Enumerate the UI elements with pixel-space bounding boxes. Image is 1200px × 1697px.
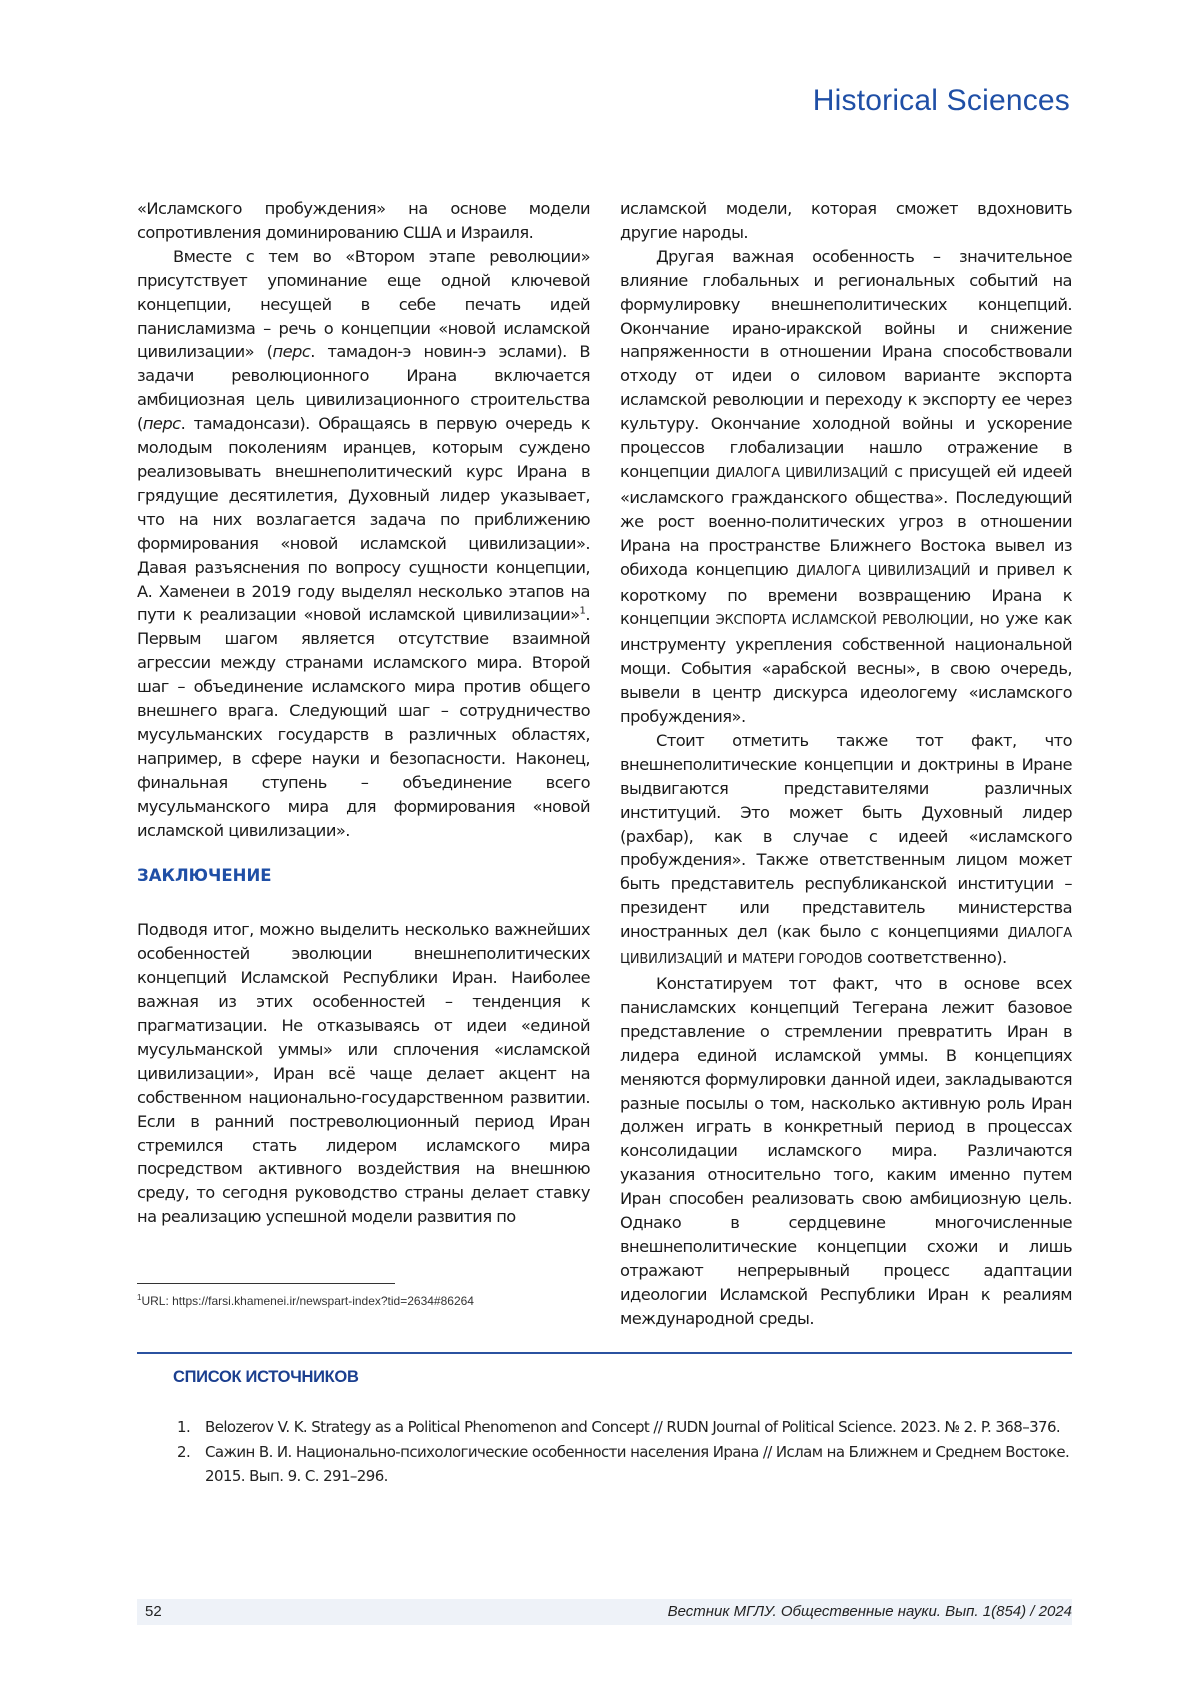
footnote-mark: 1 [137,1293,142,1302]
text-run: соответственно). [862,948,1007,968]
text-run: Вместе с тем во «Втором этапе революции» присутствует упоминание еще одной ключевой концепции, несущей в себе печать идей панисламизма – речь о концепции «новой исламской цивилизации» ( [137,246,590,362]
abbreviation-persian: перс [272,342,311,362]
concept-term: ЭКСПОРТА ИСЛАМСКОЙ РЕВОЛЮЦИИ [715,613,969,629]
abbreviation-persian: перс [142,414,181,434]
reference-item [177,1440,1072,1489]
reference-number: 2. [177,1442,191,1461]
reference-item [177,1415,1072,1440]
reference-number: 1. [177,1418,191,1436]
footnote-url[interactable]: URL: https://farsi.khamenei.ir/newspart-index?tid=2634#86264 [141,1294,474,1308]
footnote-reference[interactable]: 1 [579,605,586,617]
journal-citation: Вестник МГЛУ. Общественные науки. Вып. 1(854) / 2024 [667,1603,1072,1620]
paragraph: Констатируем тот факт, что в основе всех панисламских концепций Тегерана лежит базовое представление о стремлении превратить Иран в лидера единой исламской уммы. В концепциях меняются формулировки данной идеи, закладываются разные посылы о том, насколько активную роль Иран должен играть в конкретный период в процессах консолидации исламского мира. Различаются указания относительно того, каким именно путем Иран способен реализовать свою амбициозную цель. Однако в сердцевине многочисленные внешнеполитические концепции схожи и лишь отражают непрерывный процесс адаптации идеологии Исламской Республики Иран к реалиям международной среды. [620,974,1072,1328]
references-divider [137,1352,1072,1354]
reference-text: Belozerov V. K. Strategy as a Political Phenomenon and Concept // RUDN Journal of Political Science. 2023. № 2. P. 368–376. [205,1418,1061,1436]
text-run: и [722,948,742,968]
paragraph [620,729,1072,972]
concept-term: МАТЕРИ ГОРОДОВ [741,952,863,968]
references-heading: СПИСОК ИСТОЧНИКОВ [173,1368,359,1386]
paragraph: «Исламского пробуждения» на основе модели сопротивления доминированию США и Израиля. [137,199,590,242]
concept-term: ДИАЛОГА ЦИВИЛИЗАЦИЙ [620,926,1072,968]
text-run: , но уже как инструменту укрепления собственной национальной мощи. События «арабской весны», в свою очередь, вывели в центр дискурса идеологему «исламского пробуждения». [620,609,1072,727]
paragraph [137,245,590,843]
text-run: с присущей ей идеей «исламского гражданского общества». Последующий же рост военно-политических угроз в отношении Ирана на пространстве Ближнего Востока вывел из обихода концепцию [620,461,1073,579]
page-number: 52 [145,1603,162,1620]
right-column [620,197,1072,1331]
text-run: и привел к короткому по времени возвращению Ирана к концепции [620,559,1072,629]
conclusion-heading: ЗАКЛЮЧЕНИЕ [137,866,272,886]
text-run: . тамадон-э новин-э эслами). В задачи революционного Ирана включается амбициозная цель цивилизационного строительства ( [137,342,590,434]
footnote-divider [137,1283,395,1284]
paragraph: исламской модели, которая сможет вдохновить другие народы. [620,199,1072,242]
text-run: . тамадонсази). Обращаясь в первую очередь к молодым поколениям иранцев, которым суждено реализовывать внешнеполитический курс Ирана в грядущие десятилетия, Духовный лидер указывает, что на них возлагается задача по приближению формирования «новой исламской цивилизации». Давая разъяснения по вопросу сущности концепции, А. Хаменеи в 2019 году выделял несколько этапов на пути к реализации «новой исламской цивилизации» [137,414,590,625]
left-column [137,197,590,1229]
footnote [137,1293,474,1308]
text-run: Стоит отметить также тот факт, что внешнеполитические концепции и доктрины в Иране выдвигаются представителями различных институций. Это может быть Духовный лидер (рахбар), как в случае с идеей «исламского пробуждения». Также ответственным лицом может быть представитель республиканской институции – президент или представитель министерства иностранных дел (как было с концепциями [620,730,1072,942]
paragraph: Подводя итог, можно выделить несколько важнейших особенностей эволюции внешнеполитических концепций Исламской Республики Иран. Наиболее важная из этих особенностей – тенденция к прагматизации. Не отказываясь от идеи «единой мусульманской уммы» или сплочения «исламской цивилизации», Иран всё чаще делает акцент на собственном национально-государственном развитии. Если в ранний постреволюционный период Иран стремился стать лидером исламского мира посредством активного воздействия на внешнюю среду, то сегодня руководство страны делает ставку на реализацию успешной модели развития по [137,920,590,1227]
section-title: Historical Sciences [812,84,1070,117]
text-run: Другая важная особенность – значительное влияние глобальных и региональных событий на формулировку внешнеполитических концепций. Окончание ирано-иракской войны и снижение напряженности в отношении Ирана способствовали отходу от идеи о силовом варианте экспорта исламской революции и переходу к экспорту ее через культуру. Окончание холодной войны и ускорение процессов глобализации нашло отражение в концепции [620,246,1072,481]
page-footer [137,1599,1072,1625]
text-run: . Первым шагом является отсутствие взаимной агрессии между странами исламского мира. Второй шаг – объединение исламского мира против общего внешнего врага. Следующий шаг – сотрудничество мусульманских государств в различных областях, например, в сфере науки и безопасности. Наконец, финальная ступень – объединение всего мусульманского мира для формирования «новой исламской цивилизации». [137,605,590,840]
paragraph [620,245,1072,729]
concept-term: ДИАЛОГА ЦИВИЛИЗАЦИЙ [796,563,971,579]
concept-term: ДИАЛОГА ЦИВИЛИЗАЦИЙ [715,465,888,481]
reference-text: Сажин В. И. Национально-психологические особенности населения Ирана // Ислам на Ближнем и Среднем Востоке. 2015. Вып. 9. С. 291–296. [205,1442,1070,1485]
references-list [177,1415,1072,1489]
